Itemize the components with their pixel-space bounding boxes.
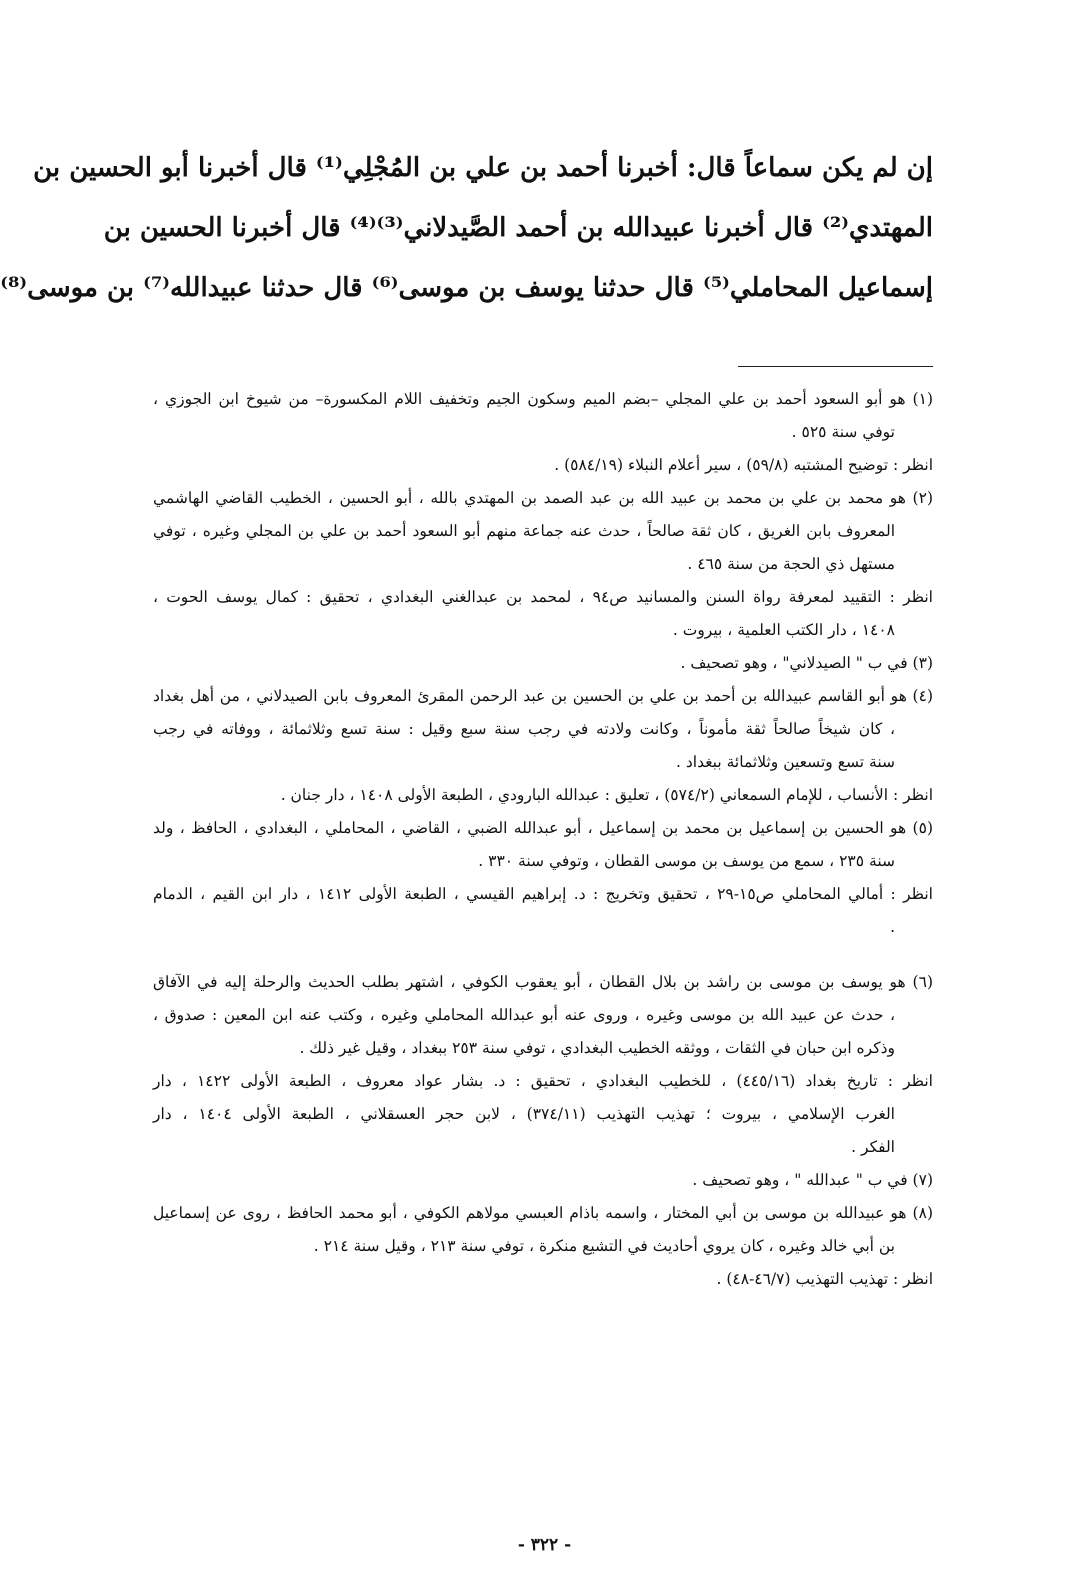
footnote-spacer [153, 944, 933, 966]
footnote-6-reference: الغرب الإسلامي ، بيروت ؛ تهذيب التهذيب (٣٧٤/١١) ، لابن حجر العسقلاني ، الطبعة الأولى ١٤٠٤ ، دار [153, 1105, 895, 1123]
footnote-2-line: (٢) هو محمد بن علي بن محمد بن عبيد الله بن عبد الصمد بن المهتدي بالله ، أبو الحسين ، الخطيب القاضي الهاشمي [153, 489, 933, 507]
footnote-4-reference: انظر : الأنساب ، للإمام السمعاني (٥٧٤/٢) ، تعليق : عبدالله البارودي ، الطبعة الأولى ١٤٠٨ ، دار جنان . [280, 786, 933, 804]
page-number: - ٣٢٢ - [517, 1535, 572, 1555]
main-text-block [0, 138, 933, 318]
main-text-line: المهتدي⁽²⁾ قال أخبرنا عبيدالله بن أحمد الصَّيدلاني⁽³⁾⁽⁴⁾ قال أخبرنا الحسين بن [103, 213, 933, 243]
footnote-1-reference: انظر : توضيح المشتبه (٥٩/٨) ، سير أعلام النبلاء (٥٨٤/١٩) . [554, 456, 933, 474]
footnotes-block [153, 383, 933, 1296]
main-text-line: إسماعيل المحاملي⁽⁵⁾ قال حدثنا يوسف بن موسى⁽⁶⁾ قال حدثنا عبيدالله⁽⁷⁾ بن موسى⁽⁸⁾ [0, 273, 933, 303]
footnote-6-reference: الفكر . [851, 1138, 895, 1156]
footnote-6-line: وذكره ابن حبان في الثقات ، ووثقه الخطيب البغدادي ، توفي سنة ٢٥٣ ببغداد ، وقيل غير ذلك . [299, 1039, 895, 1057]
footnote-1-line: (١) هو أبو السعود أحمد بن علي المجلي –بضم الميم وسكون الجيم وتخفيف اللام المكسورة– من شيوخ ابن الجوزي ، [153, 390, 933, 408]
footnote-5-reference: . [890, 918, 895, 936]
footnote-2-reference: انظر : التقييد لمعرفة رواة السنن والمسانيد ص٩٤ ، لمحمد بن عبدالغني البغدادي ، تحقيق : كمال يوسف الحوت ، [153, 588, 933, 606]
footnote-4-line: ، كان شيخاً صالحاً ثقة مأموناً ، وكانت ولادته في رجب سنة سبع وقيل : سنة تسع وثلاثمائة ، ووفاته في رجب [153, 720, 895, 738]
footnote-2-reference: ١٤٠٨ ، دار الكتب العلمية ، بيروت . [672, 621, 895, 639]
footnote-6-reference: انظر : تاريخ بغداد (٤٤٥/١٦) ، للخطيب البغدادي ، تحقيق : د. بشار عواد معروف ، الطبعة الأولى ١٤٢٢ ، دار [153, 1072, 933, 1090]
footnote-5-line: (٥) هو الحسين بن إسماعيل بن محمد بن إسماعيل ، أبو عبدالله الضبي ، القاضي ، المحاملي ، البغدادي ، الحافظ ، ولد [153, 819, 933, 837]
main-text-line: إن لم يكن سماعاً قال: أخبرنا أحمد بن علي بن المُجْلِي⁽¹⁾ قال أخبرنا أبو الحسين بن [33, 153, 933, 183]
footnote-8-line: بن أبي خالد وغيره ، كان يروي أحاديث في التشيع منكرة ، توفي سنة ٢١٣ ، وقيل سنة ٢١٤ . [313, 1237, 895, 1255]
footnote-7-line: (٧) في ب " عبدالله " ، وهو تصحيف . [692, 1171, 933, 1189]
footnote-4-line: سنة تسع وتسعين وثلاثمائة ببغداد . [676, 753, 895, 771]
footnote-5-line: سنة ٢٣٥ ، سمع من يوسف بن موسى القطان ، وتوفي سنة ٣٣٠ . [478, 852, 895, 870]
footnote-2-line: مستهل ذي الحجة من سنة ٤٦٥ . [687, 555, 895, 573]
footnote-8-line: (٨) هو عبيدالله بن موسى بن أبي المختار ، واسمه باذام العبسي مولاهم الكوفي ، أبو محمد الحافظ ، روى عن إسماعيل [153, 1204, 933, 1222]
footnote-5-reference: انظر : أمالي المحاملي ص١٥-٢٩ ، تحقيق وتخريج : د. إبراهيم القيسي ، الطبعة الأولى ١٤١٢ ، دار ابن القيم ، الدمام [153, 885, 933, 903]
footnote-1-line: توفي سنة ٥٢٥ . [791, 423, 895, 441]
footnote-divider [738, 366, 933, 367]
footnote-2-line: المعروف بابن الغريق ، كان ثقة صالحاً ، حدث عنه جماعة منهم أبو السعود أحمد بن علي بن المجلي وغيره ، توفي [153, 522, 895, 540]
footnote-6-line: (٦) هو يوسف بن موسى بن راشد بن بلال القطان ، أبو يعقوب الكوفي ، اشتهر بطلب الحديث والرحلة إليه في الآفاق [153, 973, 933, 991]
footnote-4-line: (٤) هو أبو القاسم عبيدالله بن أحمد بن علي بن الحسين بن عبد الرحمن المقرئ المعروف بابن الصيدلاني ، من أهل بغداد [153, 687, 933, 705]
footnote-3-line: (٣) في ب " الصيدلاني" ، وهو تصحيف . [680, 654, 933, 672]
footnote-8-reference: انظر : تهذيب التهذيب (٤٦/٧-٤٨) . [716, 1270, 933, 1288]
footnote-6-line: ، حدث عن عبيد الله بن موسى وغيره ، وروى عنه أبو عبدالله المحاملي وغيره ، وكتب عنه ابن المعين : صدوق ، [153, 1006, 895, 1024]
